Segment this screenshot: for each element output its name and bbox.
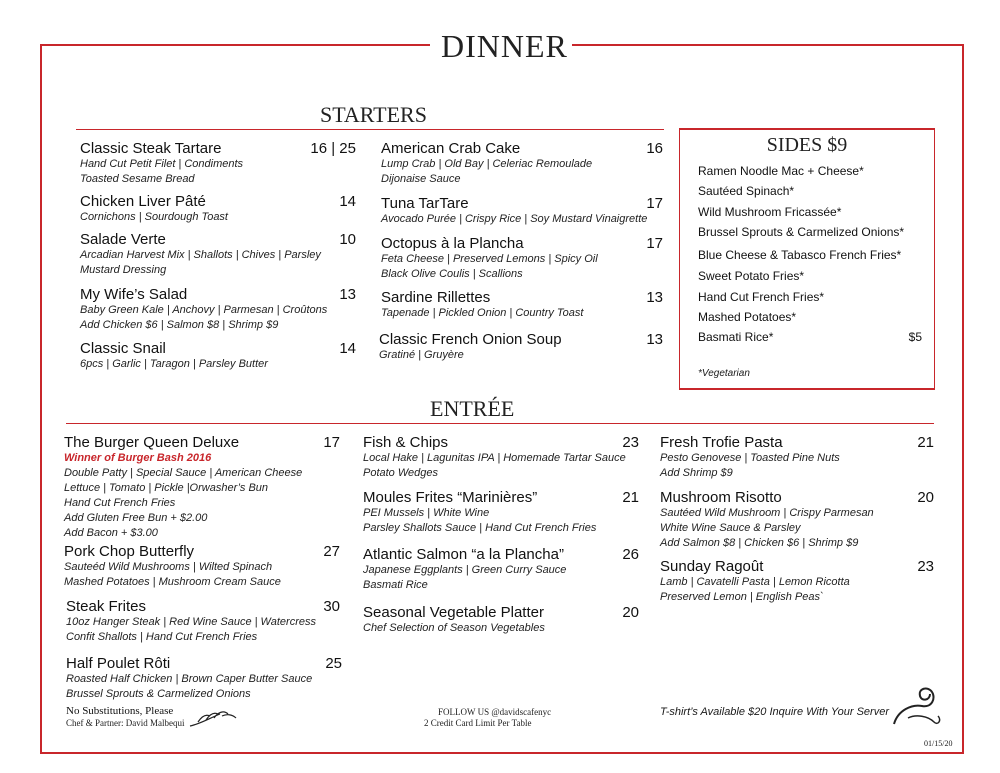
side-item: Brussel Sprouts & Carmelized Onions* [698,225,905,239]
menu-item: Pork Chop Butterfly 27 Sauteéd Wild Mushrooms | Wilted Spinach Mashed Potatoes | Mushroom Cream Sauce [64,543,340,588]
card-limit: 2 Credit Card Limit Per Table [424,718,532,728]
frame-top-left [40,44,430,46]
basmati-price: $5 [908,330,922,344]
award-text: Winner of Burger Bash 2016 [64,452,212,464]
menu-item: Half Poulet Rôti 25 Roasted Half Chicken | Brown Caper Butter Sauce Brussel Sprouts & Carmelized Onions [66,655,342,700]
menu-item: Chicken Liver Pâté 14 Cornichons | Sourdough Toast [80,193,356,223]
menu-item: Fish & Chips 23 Local Hake | Lagunitas IPA | Homemade Tartar Sauce Potato Wedges [363,434,639,479]
menu-item: Mushroom Risotto 20 Sautéed Wild Mushroom | Crispy Parmesan White Wine Sauce & Parsley Add Salmon $8 | Chicken $6 | Shrimp $9 [660,489,934,549]
frame-left [40,44,42,754]
menu-item: Sunday Ragoût 23 Lamb | Cavatelli Pasta | Lemon Ricotta Preserved Lemon | English Peas` [660,558,934,603]
signature-flourish-icon [188,708,238,730]
menu-item: Classic Snail 14 6pcs | Garlic | Taragon | Parsley Butter [80,340,356,370]
starters-heading: STARTERS [320,102,427,127]
side-item: Basmati Rice* [698,330,774,344]
menu-item: Atlantic Salmon “a la Plancha” 26 Japanese Eggplants | Green Curry Sauce Basmati Rice [363,546,639,591]
side-item: Blue Cheese & Tabasco French Fries* [698,248,902,262]
entree-heading: ENTRÉE [430,396,515,421]
menu-item: Octopus à la Plancha 17 Feta Cheese | Preserved Lemons | Spicy Oil Black Olive Coulis | Scallions [381,235,663,280]
menu-item: Sardine Rillettes 13 Tapenade | Pickled Onion | Country Toast [381,289,663,319]
menu-item: Moules Frites “Marinières” 21 PEI Mussels | White Wine Parsley Shallots Sauce | Hand Cut French Fries [363,489,639,534]
side-item: Ramen Noodle Mac + Cheese* [698,164,864,178]
menu-item: Steak Frites 30 10oz Hanger Steak | Red Wine Sauce | Watercress Confit Shallots | Hand Cut French Fries [66,598,340,643]
menu-date: 01/15/20 [924,739,953,748]
sides-box [679,128,935,390]
menu-item: American Crab Cake 16 Lump Crab | Old Bay | Celeriac Remoulade Dijonaise Sauce [381,140,663,185]
side-item: Hand Cut French Fries* [698,290,825,304]
follow-us: FOLLOW US @davidscafenyc [438,707,552,717]
page-title: DINNER [441,28,568,64]
chef-credit: Chef & Partner: David Malbequi [66,718,185,728]
swirl-ornament-icon [888,680,948,730]
side-item: Sweet Potato Fries* [698,269,805,283]
frame-right [962,44,964,754]
starters-rule [76,129,664,130]
tshirt-note: T-shirt’s Available $20 Inquire With Your Server [660,706,889,718]
entree-rule [66,423,934,424]
menu-item: Classic French Onion Soup 13 Gratiné | Gruyère [379,331,663,361]
menu-item: My Wife’s Salad 13 Baby Green Kale | Anchovy | Parmesan | Croûtons Add Chicken $6 | Salmon $8 | Shrimp $9 [80,286,356,331]
side-item: Wild Mushroom Fricassée* [698,205,842,219]
side-item: Sautéed Spinach* [698,184,795,198]
side-item: Mashed Potatoes* [698,310,797,324]
menu-item: Tuna TarTare 17 Avocado Purée | Crispy Rice | Soy Mustard Vinaigrette [381,195,663,225]
frame-top-right [572,44,964,46]
no-substitutions-note: No Substitutions, Please [66,705,174,717]
menu-item: Classic Steak Tartare 16 | 25 Hand Cut Petit Filet | Condiments Toasted Sesame Bread [80,140,356,185]
menu-item: Fresh Trofie Pasta 21 Pesto Genovese | Toasted Pine Nuts Add Shrimp $9 [660,434,934,479]
menu-item: Salade Verte 10 Arcadian Harvest Mix | Shallots | Chives | Parsley Mustard Dressing [80,231,356,276]
menu-item: The Burger Queen Deluxe 17 Winner of Burger Bash 2016 Double Patty | Special Sauce | American Cheese Lettuce | Tomato | Pickle |Orwasher’s Bun Hand Cut French Fries Add Gluten Free Bun + $2.00 Add Bacon + $3.00 [64,434,340,539]
frame-bottom [40,752,964,754]
menu-item: Seasonal Vegetable Platter 20 Chef Selection of Season Vegetables [363,604,639,634]
vegetarian-note: *Vegetarian [698,368,750,379]
sides-heading: SIDES $9 [766,134,848,156]
